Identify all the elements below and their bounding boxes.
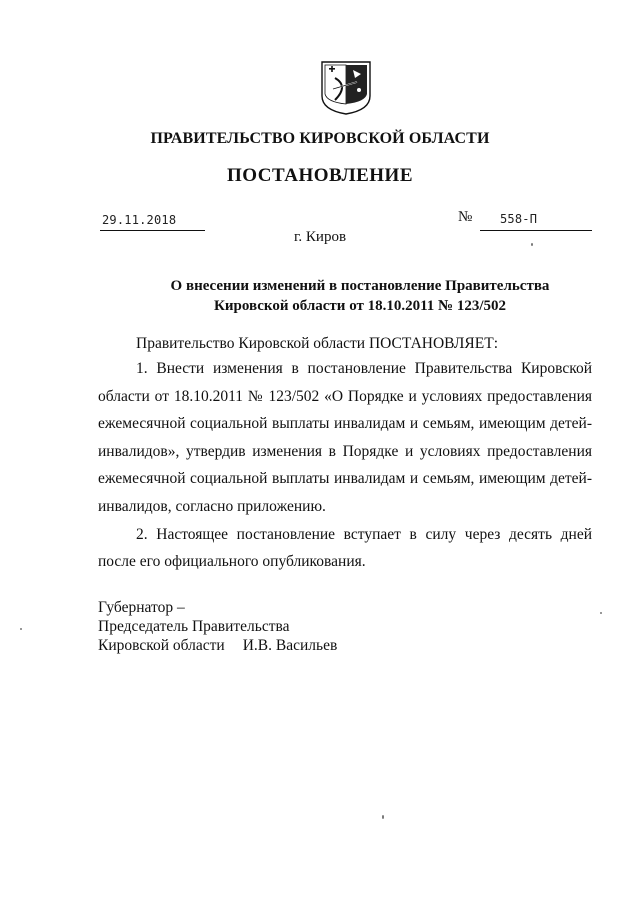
document-body <box>98 355 592 576</box>
paragraph-2: 2. Настоящее постановление вступает в силу через десять дней после его официального опубликования. <box>98 525 592 571</box>
document-subject <box>120 276 600 316</box>
scan-speck <box>600 612 602 614</box>
paragraph-1: 1. Внести изменения в постановление Правительства Кировской области от 18.10.2011 № 123/502 «О Порядке и условиях предоставления ежемесячной социальной выплаты инвалидам и семьям, имеющим детей-инвалидов», утвердив изменения в Порядке и условиях предоставления ежемесячной социальной выплаты инвалидам и семьям, имеющим детей-инвалидов, согласно приложению. <box>98 360 592 515</box>
number-value: 558-П <box>500 212 538 226</box>
scan-speck <box>20 628 22 630</box>
signature-block <box>98 598 337 655</box>
scan-speck <box>382 815 384 819</box>
preamble-text: Правительство Кировской области ПОСТАНОВЛЯЕТ: <box>136 335 499 352</box>
signature-position-1: Губернатор – <box>98 599 185 616</box>
signature-position-3: Кировской области <box>98 637 225 654</box>
subject-line-2: Кировской области от 18.10.2011 № 123/502 <box>213 298 507 314</box>
scan-speck <box>531 243 533 246</box>
government-title: ПРАВИТЕЛЬСТВО КИРОВСКОЙ ОБЛАСТИ <box>150 130 490 147</box>
document-type-title: ПОСТАНОВЛЕНИЕ <box>226 165 414 186</box>
number-label: № <box>458 209 473 225</box>
signatory-name: И.В. Васильев <box>242 637 338 654</box>
date-value: 29.11.2018 <box>102 213 177 227</box>
kirov-coat-of-arms-icon <box>319 60 373 116</box>
signature-position-2: Председатель Правительства <box>98 618 290 635</box>
city-label: г. Киров <box>293 229 347 245</box>
subject-line-1: О внесении изменений в постановление Правительства <box>170 278 550 294</box>
